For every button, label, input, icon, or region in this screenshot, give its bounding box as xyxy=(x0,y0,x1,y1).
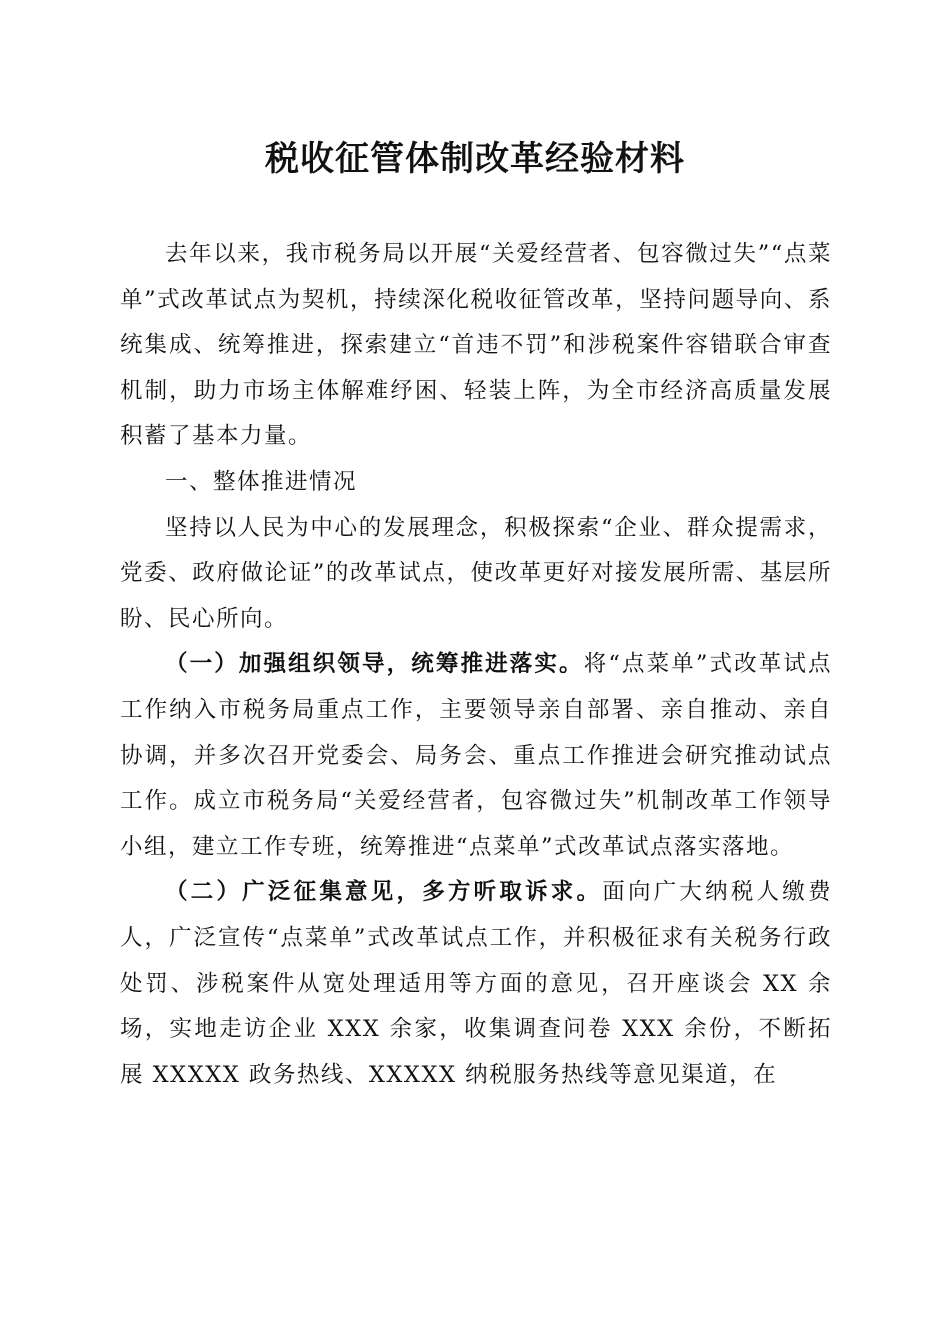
subsection-heading-1: （一）加强组织领导，统筹推进落实。 xyxy=(165,651,584,678)
section-heading: 一、整体推进情况 xyxy=(165,468,358,495)
subsection-text-2: 面向广大纳税人缴费人，广泛宣传“点菜单”式改革试点工作，并积极征求有关税务行政处罚、涉税案件从宽处理适用等方面的意见，召开座谈会 XX 余场，实地走访企业 XXX 余家，收集调查问卷 XXX 余份，不断拓展 XXXXX 政务热线、XXXXX 纳税服务热线等意见渠道，在 xyxy=(120,879,832,1088)
document-body xyxy=(120,232,832,1098)
subsection-text-1: 将“点菜单”式改革试点工作纳入市税务局重点工作，主要领导亲自部署、亲自推动、亲自协调，并多次召开党委会、局务会、重点工作推进会研究推动试点工作。成立市税务局“关爱经营者，包容微过失”机制改革工作领导小组，建立工作专班，统筹推进“点菜单”式改革试点落实落地。 xyxy=(120,651,832,860)
section-intro-paragraph: 坚持以人民为中心的发展理念，积极探索“企业、群众提需求，党委、政府做论证”的改革试点，使改革更好对接发展所需、基层所盼、民心所向。 xyxy=(120,514,832,632)
subsection-paragraph-1 xyxy=(120,642,832,870)
subsection-heading-2: （二）广泛征集意见，多方听取诉求。 xyxy=(165,879,603,906)
intro-paragraph: 去年以来，我市税务局以开展“关爱经营者、包容微过失”“点菜单”式改革试点为契机，持续深化税收征管改革，坚持问题导向、系统集成、统筹推进，探索建立“首违不罚”和涉税案件容错联合审查机制，助力市场主体解难纾困、轻装上阵，为全市经济高质量发展积蓄了基本力量。 xyxy=(120,241,832,450)
subsection-paragraph-2 xyxy=(120,870,832,1098)
document-title: 税收征管体制改革经验材料 xyxy=(265,139,685,179)
